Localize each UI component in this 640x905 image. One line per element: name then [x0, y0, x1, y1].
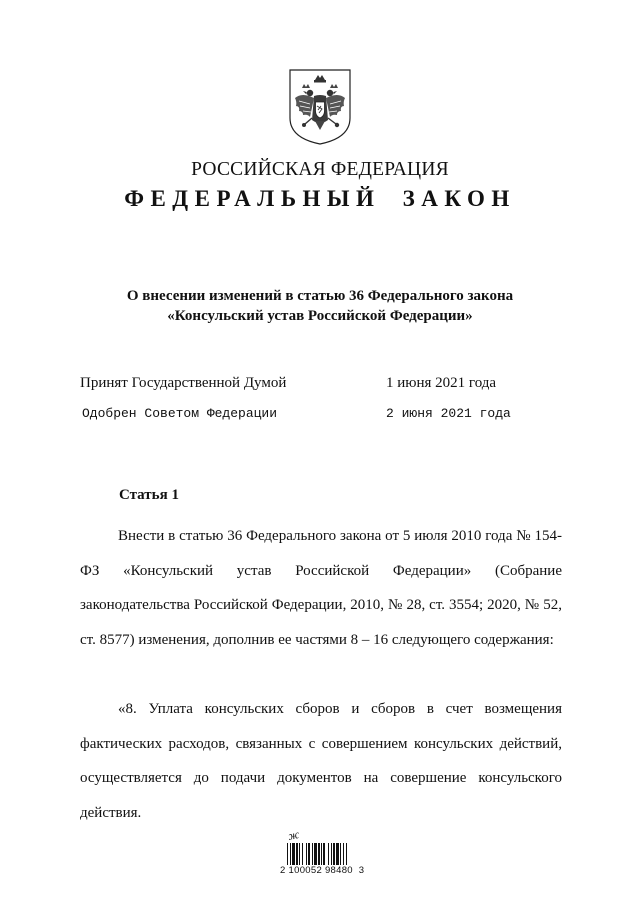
law-title-line: «Консульский устав Российской Федерации»: [167, 307, 473, 324]
article-paragraph: Внести в статью 36 Федерального закона от 5 июля 2010 года № 154-ФЗ «Консульский устав Российской Федерации» (Собрание законодательства Российской Федерации, 2010, № 28, ст. 3554; 2020, № 52, ст. 8577) изменения, дополнив ее частями 8 – 16 следующего содержания:: [80, 528, 562, 649]
document-type: ФЕДЕРАЛЬНЫЙ ЗАКОН: [124, 186, 516, 211]
barcode-number: 2 100052 98480 3: [280, 865, 365, 876]
coat-of-arms-icon: [288, 68, 352, 146]
law-title-line: О внесении изменений в статью 36 Федерального закона: [126, 288, 514, 304]
law-title: [0, 287, 640, 326]
article-heading: Статья 1: [119, 487, 179, 503]
article-paragraph: «8. Уплата консульских сборов и сборов в счет возмещения фактических расходов, связанных с совершением консульских действий, осуществляется до подачи документов на совершение консульского действия.: [80, 701, 562, 822]
country-name: РОССИЙСКАЯ ФЕДЕРАЦИЯ: [191, 159, 449, 180]
adopted-label: Принят Государственной Думой: [80, 375, 287, 391]
handwritten-initials: ж: [286, 827, 301, 844]
approved-label: Одобрен Советом Федерации: [82, 406, 278, 421]
barcode-icon: [286, 843, 358, 865]
adopted-date: 1 июня 2021 года: [386, 375, 497, 391]
approved-date: 2 июня 2021 года: [386, 406, 511, 421]
